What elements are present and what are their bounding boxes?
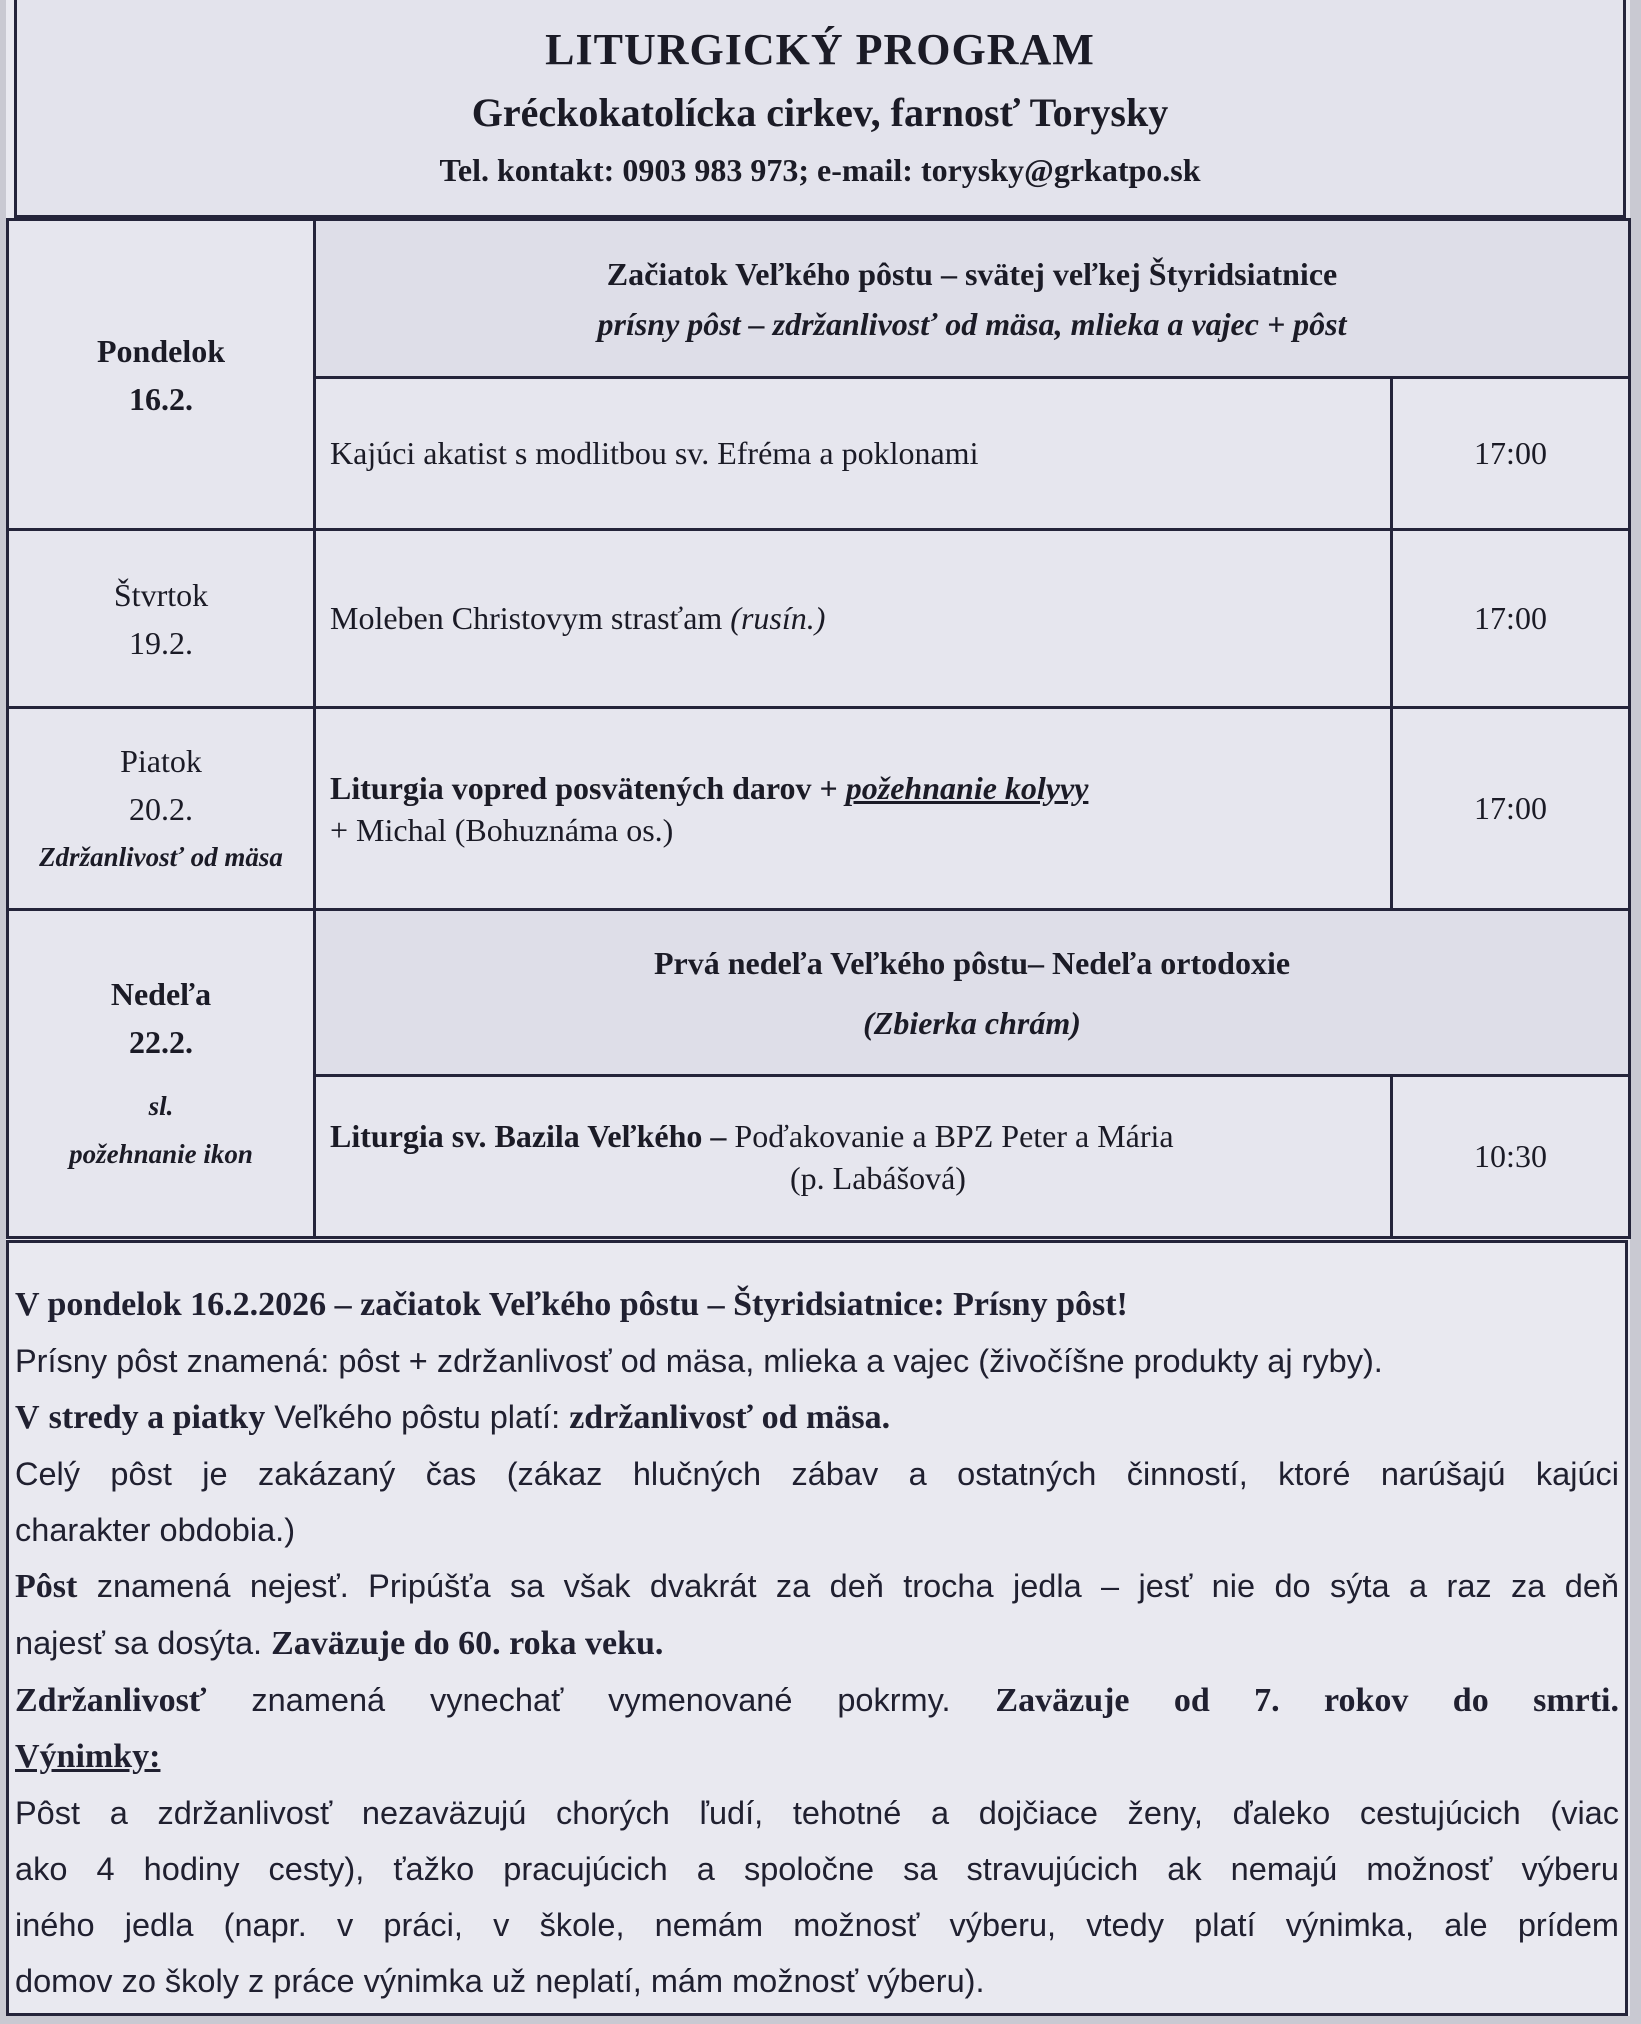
day-date: 16.2. [129,380,193,417]
banner-sunday [315,910,1630,1076]
table-row [8,910,1630,1076]
event-intention: Poďakovanie a BPZ Peter a Mária [734,1117,1174,1154]
day-cell-friday [8,708,315,910]
banner-subtitle: prísny pôst – zdržanlivosť od mäsa, mlieka a vajec + pôst [597,305,1347,342]
event-time: 10:30 [1392,1076,1630,1238]
day-date: 19.2. [129,624,193,661]
event-time: 17:00 [1392,530,1630,708]
notes-line: Pôst znamená nejesť. Pripúšťa sa však dvakrát za deň trocha jedla – jesť nie do sýta a raz za deň [15,1568,1619,1605]
fasting-notes [6,1240,1628,2016]
event-intention-2: (p. Labášová) [790,1159,966,1196]
table-row [8,220,1630,378]
day-cell-monday [8,220,315,530]
day-note-2: požehnanie ikon [69,1138,253,1169]
table-row [8,708,1630,910]
day-name: Piatok [120,742,202,779]
event-cell [315,530,1392,708]
event-note: (rusín.) [730,600,826,636]
event-cell [315,378,1392,530]
notes-line: Prísny pôst znamená: pôst + zdržanlivosť od mäsa, mlieka a vajec (živočíšne produkty aj ryby). [15,1343,1383,1379]
notes-line: Celý pôst je zakázaný čas (zákaz hlučných zábav a ostatných činností, ktoré narúšajú kajúci [15,1456,1619,1492]
notes-line: V stredy a piatky Veľkého pôstu platí: zdržanlivosť od mäsa. [15,1399,891,1436]
exceptions-heading: Výnimky: [15,1738,161,1775]
event-text: Kajúci akatist s modlitbou sv. Efréma a poklonami [330,435,979,471]
day-note: sl. [148,1090,174,1121]
event-time: 17:00 [1392,378,1630,530]
event-text: Moleben Christovym strasťam [330,600,723,636]
notes-heading: V pondelok 16.2.2026 – začiatok Veľkého pôstu – Štyridsiatnice: Prísny pôst! [15,1286,1128,1323]
notes-line: najesť sa dosýta. Zaväzuje do 60. roka veku. [15,1625,664,1662]
event-highlight: požehnanie kolyvy [845,769,1089,806]
day-name: Štvrtok [113,576,209,613]
notes-line: Zdržanlivosť znamená vynechať vymenované pokrmy. Zaväzuje od 7. rokov do smrti. [15,1682,1619,1719]
table-row [8,530,1630,708]
day-note: Zdržanlivosť od mäsa [39,841,283,872]
notes-line: Pôst a zdržanlivosť nezaväzujú chorých ľudí, tehotné a dojčiace ženy, ďaleko cestujúcich (viac [15,1795,1619,1831]
day-cell-sunday [8,910,315,1238]
day-date: 22.2. [129,1023,193,1060]
event-intention: + Michal (Bohuznáma os.) [330,811,674,848]
event-time: 17:00 [1392,708,1630,910]
notes-line: domov zo školy z práce výnimka už neplatí, mám možnosť výberu). [15,1963,985,1999]
banner-subtitle: (Zbierka chrám) [863,1004,1081,1041]
day-cell-thursday [8,530,315,708]
banner-monday [315,220,1630,378]
notes-line: charakter obdobia.) [15,1512,296,1548]
event-cell [315,708,1392,910]
day-name: Pondelok [96,332,226,369]
header [14,0,1626,218]
notes-line: ako 4 hodiny cesty), ťažko pracujúcich a spoločne sa stravujúcich ak nemajú možnosť výberu [15,1851,1619,1887]
program-sheet [6,0,1630,2016]
event-cell [315,1076,1392,1238]
event-text: Liturgia vopred posvätených darov + [330,769,838,806]
day-name: Nedeľa [110,975,212,1012]
event-text: Liturgia sv. Bazila Veľkého – [330,1117,727,1154]
page-title: LITURGICKÝ PROGRAM [545,25,1095,74]
notes-line: iného jedla (napr. v práci, v škole, nemám možnosť výberu, vtedy platí výnimka, ale prídem [15,1907,1619,1943]
contact-info: Tel. kontakt: 0903 983 973; e-mail: torysky@grkatpo.sk [439,152,1201,188]
banner-title: Prvá nedeľa Veľkého pôstu– Nedeľa ortodoxie [653,944,1291,981]
day-date: 20.2. [129,790,193,827]
parish-name: Gréckokatolícka cirkev, farnosť Torysky [471,90,1169,135]
schedule-table [6,218,1631,1239]
banner-title: Začiatok Veľkého pôstu – svätej veľkej Štyridsiatnice [606,255,1338,292]
